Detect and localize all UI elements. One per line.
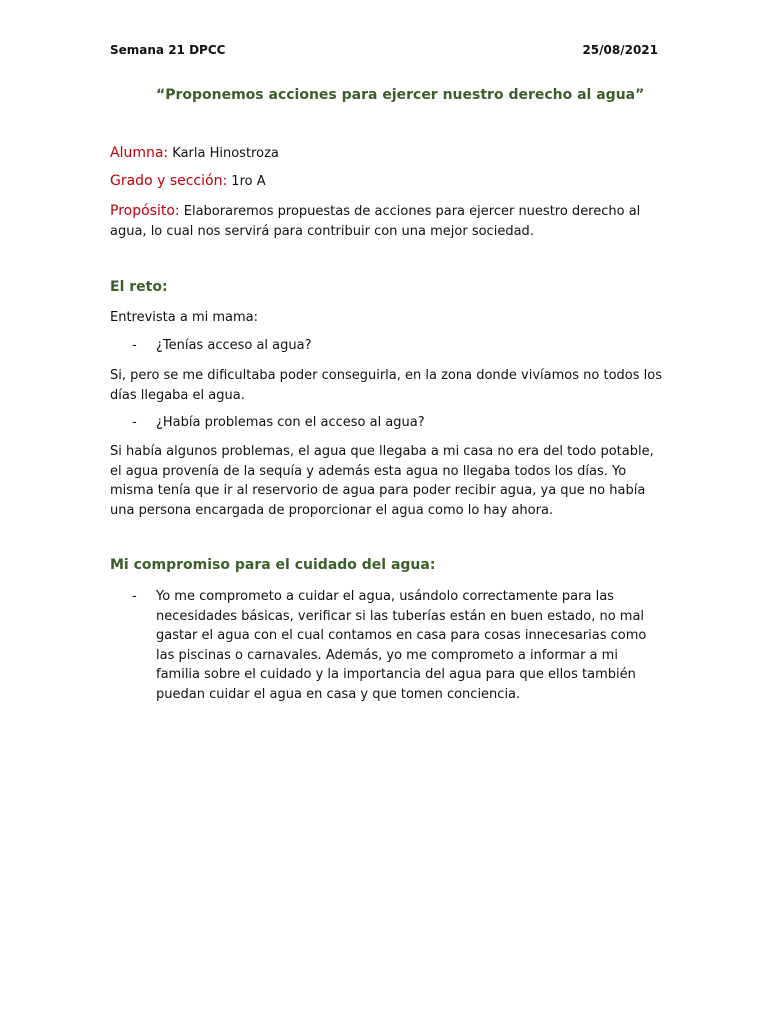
reto-intro: Entrevista a mi mama:	[110, 310, 259, 325]
alumna-label: Alumna:	[110, 145, 169, 161]
page-header	[110, 43, 658, 57]
question-2-text: ¿Había problemas con el acceso al agua?	[156, 415, 425, 430]
compromiso-heading: Mi compromiso para el cuidado del agua:	[110, 557, 436, 573]
header-week: Semana 21 DPCC	[110, 43, 226, 57]
question-1-text: ¿Tenías acceso al agua?	[156, 338, 312, 353]
document-title: “Proponemos acciones para ejercer nuestro derecho al agua”	[156, 87, 645, 103]
proposito-field	[110, 202, 666, 241]
alumna-value: Karla Hinostroza	[168, 146, 279, 161]
question-1	[132, 336, 652, 356]
grado-value: 1ro A	[227, 174, 266, 189]
grado-label: Grado y sección:	[110, 173, 228, 189]
answer-1: Si, pero se me dificultaba poder conseguirla, en la zona donde vivíamos no todos los días llegaba el agua.	[110, 368, 662, 403]
answer-2: Si había algunos problemas, el agua que llegaba a mi casa no era del todo potable, el agua provenía de la sequía y además esta agua no llegaba todos los días. Yo misma tenía que ir al reservorio de agua para poder recibir agua, ya que no había una persona encargada de proporcionar el agua como lo hay ahora.	[110, 444, 654, 518]
question-2	[132, 413, 652, 433]
compromiso-text: Yo me comprometo a cuidar el agua, usándolo correctamente para las necesidades básicas, verificar si las tuberías están en buen estado, no mal gastar el agua con el cual contamos en casa para cosas innecesarias como las piscinas o carnavales. Además, yo me comprometo a informar a mi familia sobre el cuidado y la importancia del agua para que ellos también puedan cuidar el agua en casa y que tomen conciencia.	[156, 589, 647, 702]
bullet-dash: -	[132, 589, 137, 604]
grado-field	[110, 173, 266, 189]
proposito-value: Elaboraremos propuestas de acciones para ejercer nuestro derecho al agua, lo cual nos servirá para contribuir con una mejor sociedad.	[110, 204, 641, 239]
proposito-label: Propósito:	[110, 203, 180, 219]
header-date: 25/08/2021	[582, 43, 658, 57]
reto-heading: El reto:	[110, 279, 168, 295]
bullet-dash: -	[132, 415, 137, 430]
bullet-dash: -	[132, 338, 137, 353]
compromiso-item	[132, 587, 652, 704]
alumna-field	[110, 145, 279, 161]
